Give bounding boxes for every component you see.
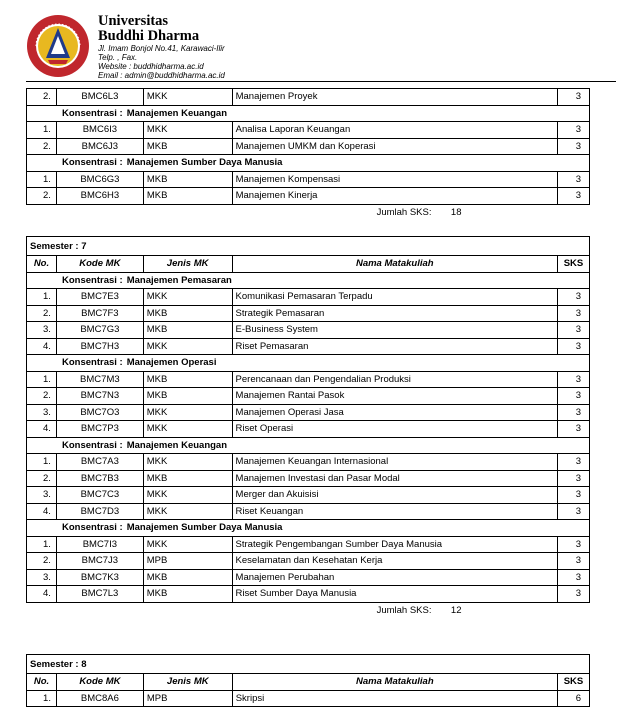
jumlah-sks-value: 12 — [450, 605, 462, 616]
header-divider — [26, 81, 616, 82]
row-jenis: MKB — [143, 188, 232, 205]
konsentrasi-name: Manajemen Operasi — [126, 357, 217, 369]
total-row — [27, 602, 590, 619]
row-sks: 3 — [557, 371, 589, 388]
row-nama: Strategik Pemasaran — [232, 305, 557, 322]
total-row — [27, 204, 590, 221]
row-sks: 3 — [557, 388, 589, 405]
row-jenis: MKB — [143, 586, 232, 603]
row-nama: Riset Keuangan — [232, 503, 557, 520]
col-sks: SKS — [557, 256, 589, 273]
row-jenis: MKB — [143, 322, 232, 339]
row-nama: Analisa Laporan Keuangan — [232, 122, 557, 139]
row-jenis: MKK — [143, 454, 232, 471]
konsentrasi-row — [27, 155, 590, 172]
row-nama: Skripsi — [232, 690, 557, 707]
column-header-row — [27, 256, 590, 273]
row-sks: 3 — [557, 404, 589, 421]
row-jenis: MKK — [143, 404, 232, 421]
table-row — [27, 503, 590, 520]
row-sks: 3 — [557, 289, 589, 306]
row-no: 4. — [27, 421, 57, 438]
row-sks: 3 — [557, 503, 589, 520]
jumlah-sks-label: Jumlah SKS: — [376, 207, 432, 218]
row-kode: BMC7B3 — [56, 470, 143, 487]
row-no: 3. — [27, 569, 57, 586]
table-row — [27, 586, 590, 603]
email: Email : admin@buddhidharma.ac.id — [98, 71, 225, 80]
semester-6-table — [26, 88, 590, 221]
row-jenis: MKB — [143, 569, 232, 586]
row-no: 2. — [27, 138, 57, 155]
row-no: 2. — [27, 89, 57, 106]
row-sks: 3 — [557, 569, 589, 586]
row-nama: E-Business System — [232, 322, 557, 339]
row-nama: Merger dan Akuisisi — [232, 487, 557, 504]
row-sks: 3 — [557, 586, 589, 603]
row-jenis: MKB — [143, 171, 232, 188]
row-kode: BMC7I3 — [56, 536, 143, 553]
row-kode: BMC7O3 — [56, 404, 143, 421]
column-header-row — [27, 674, 590, 691]
row-jenis: MKK — [143, 487, 232, 504]
table-row — [27, 322, 590, 339]
row-nama: Manajemen Kompensasi — [232, 171, 557, 188]
address: Jl. Imam Bonjol No.41, Karawaci-Ilir — [98, 44, 225, 53]
row-jenis: MKK — [143, 536, 232, 553]
konsentrasi-row — [27, 105, 590, 122]
row-sks: 3 — [557, 305, 589, 322]
konsentrasi-row — [27, 355, 590, 372]
col-nama: Nama Matakuliah — [232, 256, 557, 273]
row-sks: 3 — [558, 171, 590, 188]
row-nama: Manajemen Keuangan Internasional — [232, 454, 557, 471]
row-kode: BMC7F3 — [56, 305, 143, 322]
table-row — [27, 305, 590, 322]
row-no: 4. — [27, 586, 57, 603]
row-kode: BMC7G3 — [56, 322, 143, 339]
row-nama: Manajemen Kinerja — [232, 188, 557, 205]
row-kode: BMC7K3 — [56, 569, 143, 586]
row-kode: BMC7L3 — [56, 586, 143, 603]
table-row — [27, 289, 590, 306]
konsentrasi-label: Konsentrasi : — [62, 439, 123, 451]
university-name-line2: Buddhi Dharma — [98, 28, 200, 44]
row-kode: BMC7P3 — [56, 421, 143, 438]
row-nama: Manajemen Operasi Jasa — [232, 404, 557, 421]
row-nama: Manajemen Investasi dan Pasar Modal — [232, 470, 557, 487]
table-row — [27, 470, 590, 487]
row-jenis: MKK — [143, 89, 232, 106]
col-no: No. — [27, 256, 57, 273]
row-sks: 3 — [557, 487, 589, 504]
row-jenis: MKB — [143, 371, 232, 388]
konsentrasi-label: Konsentrasi : — [62, 274, 123, 286]
row-jenis: MKK — [143, 122, 232, 139]
row-jenis: MKB — [143, 305, 232, 322]
table-row — [27, 569, 590, 586]
row-kode: BMC7C3 — [56, 487, 143, 504]
row-kode: BMC6G3 — [56, 171, 143, 188]
row-kode: BMC6J3 — [56, 138, 143, 155]
konsentrasi-name: Manajemen Sumber Daya Manusia — [126, 522, 283, 534]
row-no: 2. — [27, 553, 57, 570]
table-row — [27, 89, 590, 106]
table-row — [27, 690, 590, 707]
row-kode: BMC7M3 — [56, 371, 143, 388]
row-kode: BMC6L3 — [56, 89, 143, 106]
row-nama: Perencanaan dan Pengendalian Produksi — [232, 371, 557, 388]
row-no: 1. — [27, 171, 57, 188]
konsentrasi-name: Manajemen Keuangan — [126, 439, 228, 451]
row-kode: BMC7J3 — [56, 553, 143, 570]
table-row — [27, 404, 590, 421]
row-kode: BMC6H3 — [56, 188, 143, 205]
semester-7-table — [26, 236, 590, 619]
row-sks: 3 — [557, 322, 589, 339]
row-sks: 3 — [557, 553, 589, 570]
row-kode: BMC6I3 — [56, 122, 143, 139]
row-sks: 6 — [557, 690, 589, 707]
row-jenis: MPB — [143, 553, 232, 570]
row-no: 4. — [27, 503, 57, 520]
row-sks: 3 — [558, 89, 590, 106]
table-row — [27, 171, 590, 188]
row-no: 4. — [27, 338, 57, 355]
row-sks: 3 — [557, 421, 589, 438]
university-name-line1: Universitas — [98, 13, 169, 29]
row-kode: BMC7H3 — [56, 338, 143, 355]
row-sks: 3 — [557, 470, 589, 487]
semester-8-table — [26, 654, 590, 707]
konsentrasi-name: Manajemen Keuangan — [126, 107, 228, 119]
row-no: 2. — [27, 470, 57, 487]
row-nama: Riset Sumber Daya Manusia — [232, 586, 557, 603]
table-row — [27, 454, 590, 471]
row-sks: 3 — [557, 536, 589, 553]
row-jenis: MKK — [143, 338, 232, 355]
university-seal-icon — [26, 14, 90, 78]
row-nama: Manajemen Perubahan — [232, 569, 557, 586]
row-no: 2. — [27, 188, 57, 205]
row-kode: BMC8A6 — [56, 690, 143, 707]
konsentrasi-label: Konsentrasi : — [62, 107, 123, 119]
col-kode: Kode MK — [56, 256, 143, 273]
row-jenis: MKB — [143, 138, 232, 155]
konsentrasi-row — [27, 520, 590, 537]
table-row — [27, 122, 590, 139]
row-jenis: MPB — [143, 690, 232, 707]
row-nama: Manajemen Rantai Pasok — [232, 388, 557, 405]
row-jenis: MKK — [143, 503, 232, 520]
col-jenis: Jenis MK — [143, 256, 232, 273]
semester-title: Semester : 8 — [27, 655, 590, 674]
row-no: 2. — [27, 388, 57, 405]
row-kode: BMC7D3 — [56, 503, 143, 520]
row-jenis: MKB — [143, 388, 232, 405]
row-nama: Riset Pemasaran — [232, 338, 557, 355]
row-sks: 3 — [558, 188, 590, 205]
semester-title-row — [27, 237, 590, 256]
jumlah-sks-value: 18 — [450, 207, 462, 218]
row-no: 1. — [27, 454, 57, 471]
row-sks: 3 — [558, 122, 590, 139]
website: Website : buddhidharma.ac.id — [98, 62, 204, 71]
row-nama: Riset Operasi — [232, 421, 557, 438]
row-no: 1. — [27, 690, 57, 707]
table-row — [27, 487, 590, 504]
konsentrasi-row — [27, 437, 590, 454]
col-jenis: Jenis MK — [143, 674, 232, 691]
jumlah-sks-label: Jumlah SKS: — [376, 605, 432, 616]
table-row — [27, 388, 590, 405]
row-no: 1. — [27, 371, 57, 388]
konsentrasi-name: Manajemen Sumber Daya Manusia — [126, 157, 283, 169]
row-nama: Strategik Pengembangan Sumber Daya Manusia — [232, 536, 557, 553]
row-sks: 3 — [557, 454, 589, 471]
row-no: 1. — [27, 289, 57, 306]
row-sks: 3 — [557, 338, 589, 355]
table-row — [27, 421, 590, 438]
col-no: No. — [27, 674, 57, 691]
row-kode: BMC7E3 — [56, 289, 143, 306]
semester-title-row — [27, 655, 590, 674]
table-row — [27, 138, 590, 155]
table-row — [27, 338, 590, 355]
table-row — [27, 536, 590, 553]
telp-fax: Telp. , Fax. — [98, 53, 138, 62]
table-row — [27, 371, 590, 388]
page-header — [26, 8, 616, 78]
row-jenis: MKK — [143, 289, 232, 306]
col-kode: Kode MK — [56, 674, 143, 691]
konsentrasi-row — [27, 272, 590, 289]
row-no: 3. — [27, 404, 57, 421]
row-nama: Manajemen Proyek — [232, 89, 557, 106]
row-no: 1. — [27, 122, 57, 139]
row-nama: Manajemen UMKM dan Koperasi — [232, 138, 557, 155]
table-row — [27, 188, 590, 205]
row-kode: BMC7N3 — [56, 388, 143, 405]
col-sks: SKS — [557, 674, 589, 691]
row-nama: Keselamatan dan Kesehatan Kerja — [232, 553, 557, 570]
semester-title: Semester : 7 — [27, 237, 590, 256]
col-nama: Nama Matakuliah — [232, 674, 557, 691]
row-kode: BMC7A3 — [56, 454, 143, 471]
row-no: 3. — [27, 487, 57, 504]
row-no: 3. — [27, 322, 57, 339]
konsentrasi-label: Konsentrasi : — [62, 157, 123, 169]
konsentrasi-label: Konsentrasi : — [62, 357, 123, 369]
row-no: 2. — [27, 305, 57, 322]
row-no: 1. — [27, 536, 57, 553]
row-nama: Komunikasi Pemasaran Terpadu — [232, 289, 557, 306]
table-row — [27, 553, 590, 570]
row-sks: 3 — [558, 138, 590, 155]
konsentrasi-label: Konsentrasi : — [62, 522, 123, 534]
konsentrasi-name: Manajemen Pemasaran — [126, 274, 232, 286]
row-jenis: MKB — [143, 470, 232, 487]
row-jenis: MKK — [143, 421, 232, 438]
